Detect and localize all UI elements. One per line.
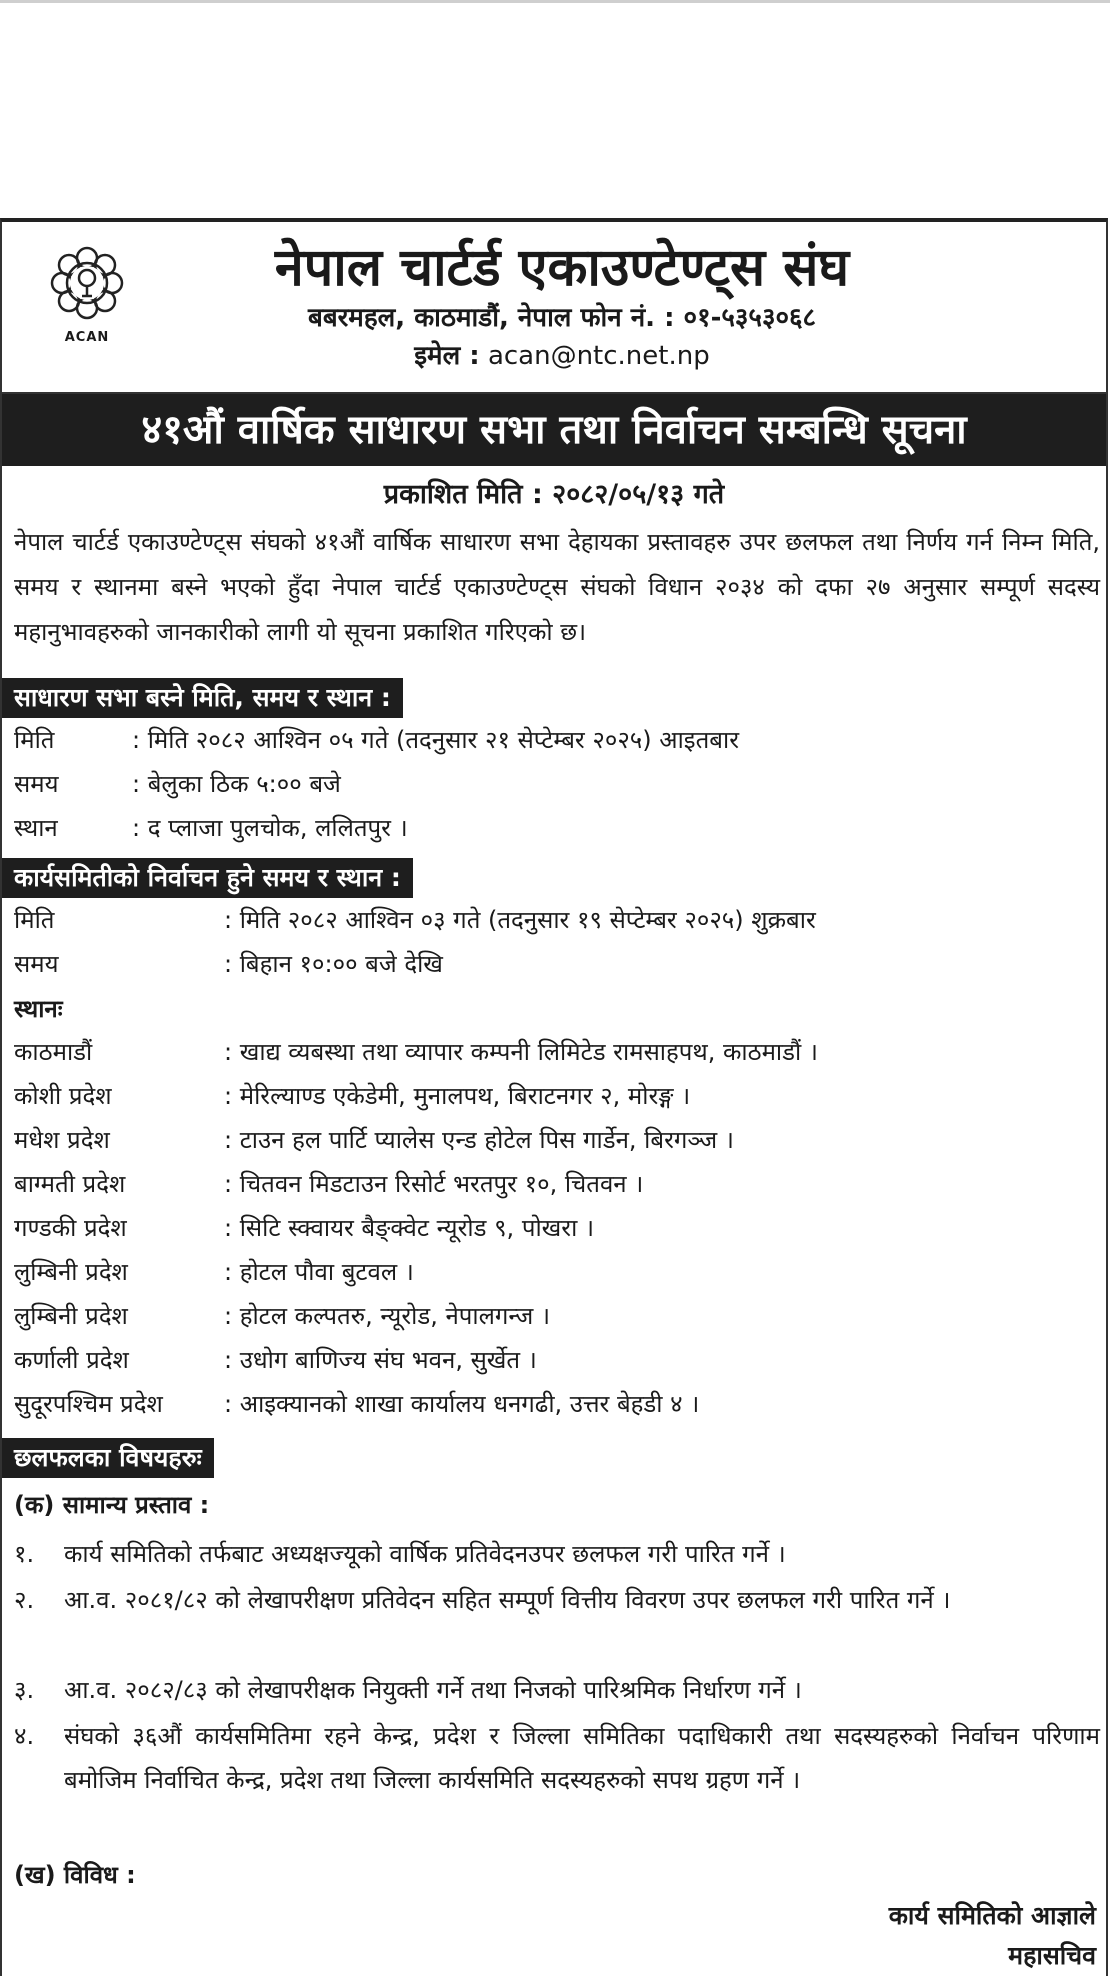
row-value: : होटल कल्पतरु, न्यूरोड, नेपालगन्ज । bbox=[224, 1302, 551, 1330]
address-phone: बबरमहल, काठमाडौं, नेपाल फोन नं. : ०१-५३५३०६८ bbox=[307, 303, 817, 333]
acan-logo bbox=[44, 240, 130, 350]
item-text: आ.व. २०८२/८३ को लेखापरीक्षक नियुक्ती गर्ने तथा निजको पारिश्रमिक निर्धारण गर्ने । bbox=[64, 1676, 802, 1704]
row-label: बाग्मती प्रदेश bbox=[14, 1170, 126, 1198]
row-value: : बेलुका ठिक ५:०० बजे bbox=[132, 770, 341, 798]
letterhead bbox=[2, 222, 1106, 392]
item-number: १. bbox=[14, 1540, 35, 1568]
venue-row bbox=[14, 1032, 818, 1072]
notice-document bbox=[0, 218, 1108, 1976]
item-number: ४. bbox=[14, 1722, 35, 1750]
venue-row bbox=[14, 1208, 595, 1248]
agm-date-row bbox=[14, 720, 740, 760]
row-label: समय bbox=[14, 950, 59, 978]
item-text: कार्य समितिको तर्फबाट अध्यक्षज्यूको वार्षिक प्रतिवेदनउपर छलफल गरी पारित गर्ने । bbox=[64, 1540, 786, 1568]
row-label: मिति bbox=[14, 726, 55, 754]
row-label: सुदूरपश्चिम प्रदेश bbox=[14, 1390, 163, 1418]
row-label: स्थान bbox=[14, 814, 58, 842]
agenda-section-heading: छलफलका विषयहरुः bbox=[2, 1438, 214, 1478]
signature-line-1: कार्य समितिको आज्ञाले bbox=[888, 1901, 1096, 1930]
notice-title-banner: ४१औं वार्षिक साधारण सभा तथा निर्वाचन सम्बन्धि सूचना bbox=[2, 392, 1106, 466]
row-value: : चितवन मिडटाउन रिसोर्ट भरतपुर १०, चितवन । bbox=[224, 1170, 644, 1198]
row-value: : सिटि स्क्वायर बैङ्क्वेट न्यूरोड ९, पोखरा । bbox=[224, 1214, 595, 1242]
row-value: : उधोग बाणिज्य संघ भवन, सुर्खेत । bbox=[224, 1346, 537, 1374]
venue-row bbox=[14, 1120, 734, 1160]
email-address: acan@ntc.net.np bbox=[487, 341, 710, 371]
row-label: गण्डकी प्रदेश bbox=[14, 1214, 127, 1242]
row-value: : टाउन हल पार्टि प्यालेस एन्ड होटेल पिस गार्डेन, बिरगञ्ज । bbox=[224, 1126, 734, 1154]
venue-row bbox=[14, 1384, 700, 1424]
election-time-row bbox=[14, 944, 443, 984]
email-label: इमेल : bbox=[414, 341, 480, 371]
row-label: लुम्बिनी प्रदेश bbox=[14, 1302, 128, 1330]
venue-row bbox=[14, 1076, 691, 1116]
top-border-line bbox=[0, 0, 1110, 3]
row-value: : आइक्यानको शाखा कार्यालय धनगढी, उत्तर बेहडी ४ । bbox=[224, 1390, 700, 1418]
row-label: काठमाडौं bbox=[14, 1038, 93, 1066]
general-proposal-label: (क) सामान्य प्रस्ताव : bbox=[14, 1491, 210, 1519]
signature-line-2: महासचिव bbox=[1008, 1941, 1096, 1970]
row-value: : द प्लाजा पुलचोक, ललितपुर । bbox=[132, 814, 408, 842]
item-number: २. bbox=[14, 1586, 35, 1614]
agm-section-heading: साधारण सभा बस्ने मिति, समय र स्थान : bbox=[2, 678, 403, 718]
venue-row bbox=[14, 1296, 551, 1336]
election-section-heading: कार्यसमितीको निर्वाचन हुने समय र स्थान : bbox=[2, 858, 413, 898]
agm-time-row bbox=[14, 764, 341, 804]
venue-label: स्थानः bbox=[14, 995, 63, 1023]
organization-name: नेपाल चार्टर्ड एकाउण्टेण्ट्स संघ bbox=[274, 238, 850, 298]
item-text: आ.व. २०८१/८२ को लेखापरीक्षण प्रतिवेदन सहित सम्पूर्ण वित्तीय विवरण उपर छलफल गरी पारित गर्ने । bbox=[64, 1586, 951, 1614]
row-value: : बिहान १०:०० बजे देखि bbox=[224, 950, 443, 978]
row-label: कोशी प्रदेश bbox=[14, 1082, 112, 1110]
published-date: प्रकाशित मिति : २०८२/०५/१३ गते bbox=[383, 479, 725, 510]
row-label: समय bbox=[14, 770, 59, 798]
row-label: मिति bbox=[14, 906, 55, 934]
election-date-row bbox=[14, 900, 816, 940]
venue-row bbox=[14, 1252, 414, 1292]
row-value: : होटल पौवा बुटवल । bbox=[224, 1258, 414, 1286]
item-text: संघको ३६औं कार्यसमितिमा रहने केन्द्र, प्रदेश र जिल्ला समितिका पदाधिकारी तथा सदस्यहरुको निर्वाचन परिणाम बमोजिम निर्वाचित केन्द्र, प्रदेश तथा जिल्ला कार्यसमिति सदस्यहरुको सपथ ग्रहण गर्ने । bbox=[64, 1722, 1100, 1794]
acan-emblem-icon bbox=[44, 240, 130, 326]
row-label: मधेश प्रदेश bbox=[14, 1126, 110, 1154]
row-value: : मिति २०८२ आश्विन ०५ गते (तदनुसार २१ सेप्टेम्बर २०२५) आइतबार bbox=[132, 726, 740, 754]
misc-label: (ख) विविध : bbox=[14, 1861, 136, 1889]
row-label: कर्णाली प्रदेश bbox=[14, 1346, 129, 1374]
email-line bbox=[122, 336, 1002, 372]
logo-text: ACAN bbox=[64, 330, 110, 345]
row-value: : मेरिल्याण्ड एकेडेमी, मुनालपथ, बिराटनगर २, मोरङ्ग । bbox=[224, 1082, 691, 1110]
venue-row bbox=[14, 1340, 537, 1380]
row-label: लुम्बिनी प्रदेश bbox=[14, 1258, 128, 1286]
venue-row bbox=[14, 1164, 644, 1204]
agm-venue-row bbox=[14, 808, 408, 848]
intro-paragraph: नेपाल चार्टर्ड एकाउण्टेण्ट्स संघको ४१औं वार्षिक साधारण सभा देहायका प्रस्तावहरु उपर छलफल तथा निर्णय गर्न निम्न मिति, समय र स्थानमा बस्ने भएको हुँदा नेपाल चार्टर्ड एकाउण्टेण्ट्स संघको विधान २०३४ को दफा २७ अनुसार सम्पूर्ण सदस्य महानुभावहरुको जानकारीको लागी यो सूचना प्रकाशित गरिएको छ। bbox=[14, 528, 1100, 646]
item-number: ३. bbox=[14, 1676, 35, 1704]
row-value: : मिति २०८२ आश्विन ०३ गते (तदनुसार १९ सेप्टेम्बर २०२५) शुक्रबार bbox=[224, 906, 816, 934]
row-value: : खाद्य व्यबस्था तथा व्यापार कम्पनी लिमिटेड रामसाहपथ, काठमाडौं । bbox=[224, 1038, 818, 1066]
top-margin bbox=[0, 0, 1110, 218]
